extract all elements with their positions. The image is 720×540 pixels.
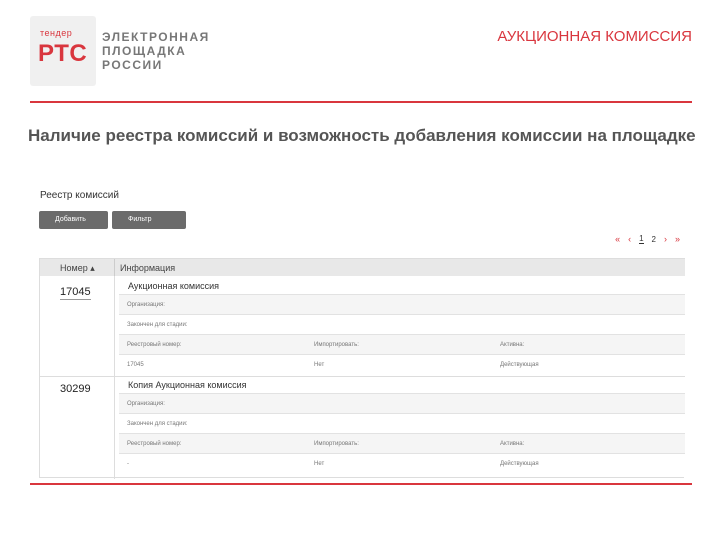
add-button[interactable]: Добавить [39,211,108,229]
logo-small-text: тендер [40,28,73,38]
imported-value: Нет [314,461,325,467]
table-row [40,376,685,478]
record-id[interactable]: 30299 [60,383,91,395]
record-id[interactable]: 17045 [60,286,91,298]
org-row [119,393,685,413]
stages-label: Закончен для стадии: [127,421,188,427]
stages-label: Закончен для стадии: [127,322,188,328]
prev-page-icon[interactable]: ‹ [628,234,632,244]
header-divider [114,259,115,277]
last-page-icon[interactable]: » [674,234,680,244]
logo-caption [102,30,210,72]
imported-label: Импортировать: [314,342,359,348]
row-divider [114,276,115,376]
imported-label: Импортировать: [314,441,359,447]
logo-line-2: ПЛОЩАДКА [102,44,187,58]
bottom-divider [30,483,692,485]
registry-table [39,258,684,478]
org-label: Организация: [127,302,165,308]
record-name: Копия Аукционная комиссия [128,380,247,390]
stages-row [119,314,685,334]
active-value: Действующая [500,461,539,467]
active-label: Активна: [500,342,525,348]
reg-num-value: - [127,461,129,467]
logo-big-text: РТС [38,40,88,67]
reg-num-label: Реестровый номер: [127,441,182,447]
values-row [119,354,685,374]
table-row [40,276,685,376]
labels-row [119,334,685,354]
record-name: Аукционная комиссия [128,281,220,291]
column-number-header[interactable]: Номер ▴ [60,263,95,273]
active-value: Действующая [500,362,539,368]
next-page-icon[interactable]: › [663,234,667,244]
active-label: Активна: [500,441,525,447]
reg-num-value: 17045 [127,362,144,368]
stages-row [119,413,685,433]
registry-title: Реестр комиссий [40,190,119,201]
row-divider [114,377,115,479]
table-header [40,258,685,276]
logo [30,16,96,86]
reg-num-label: Реестровый номер: [127,342,182,348]
logo-line-3: РОССИИ [102,58,163,72]
pagination [615,234,680,244]
filter-button[interactable]: Фильтр [112,211,186,229]
first-page-icon[interactable]: « [615,234,621,244]
org-label: Организация: [127,401,165,407]
values-row [119,453,685,473]
header-title: АУКЦИОННАЯ КОМИССИЯ [497,28,692,45]
top-divider [30,101,692,103]
labels-row [119,433,685,453]
page-2-link[interactable]: 2 [651,234,656,244]
page-1-link[interactable]: 1 [639,234,644,243]
slide-heading: Наличие реестра комиссий и возможность добавления комиссии на площадке [28,126,696,145]
imported-value: Нет [314,362,325,368]
org-row [119,294,685,314]
logo-line-1: ЭЛЕКТРОННАЯ [102,30,210,44]
column-info-header: Информация [120,263,176,273]
